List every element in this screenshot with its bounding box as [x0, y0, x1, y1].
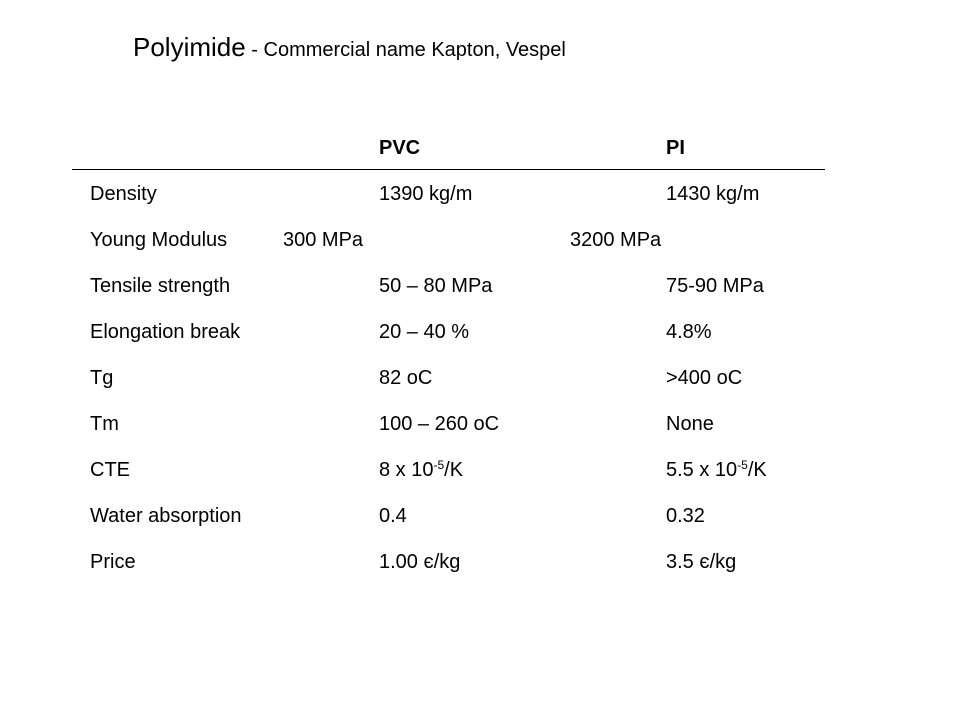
cell-water-absorption-pvc: 0.4 — [379, 505, 407, 527]
cte-pvc-base: 8 x 10 — [379, 459, 434, 481]
cell-water-absorption-pi: 0.32 — [666, 505, 705, 527]
cell-tg-pvc: 82 oC — [379, 367, 433, 389]
cell-elongation-break-pi: 4.8% — [666, 321, 712, 343]
cell-tensile-strength-pvc: 50 – 80 MPa — [379, 275, 493, 297]
cte-pi-unit: /K — [747, 459, 767, 481]
title-main: Polyimide — [133, 32, 246, 62]
column-header-pvc: PVC — [379, 137, 421, 159]
cell-density-pvc: 1390 kg/m — [379, 183, 473, 205]
row-label-young-modulus: Young Modulus — [90, 229, 228, 251]
cell-price-pvc: 1.00 є/kg — [379, 551, 461, 573]
cell-density-pi: 1430 kg/m — [666, 183, 760, 205]
row-label-water-absorption: Water absorption — [90, 505, 242, 527]
row-label-tm: Tm — [90, 413, 119, 435]
cell-cte-pi — [666, 459, 767, 482]
cte-pi-base: 5.5 x 10 — [666, 459, 738, 481]
slide-title — [133, 32, 566, 63]
cell-price-pi: 3.5 є/kg — [666, 551, 737, 573]
cte-pvc-unit: /K — [444, 459, 464, 481]
row-label-cte: CTE — [90, 459, 130, 481]
cte-pvc-exponent: -5 — [433, 458, 445, 472]
cell-cte-pvc — [379, 459, 463, 482]
title-separator: - — [245, 39, 264, 61]
row-label-price: Price — [90, 551, 136, 573]
cell-young-modulus-pi: 3200 MPa — [570, 229, 662, 251]
row-label-tensile-strength: Tensile strength — [90, 275, 231, 297]
row-label-tg: Tg — [90, 367, 114, 389]
cell-tg-pi: >400 oC — [666, 367, 743, 389]
row-label-density: Density — [90, 183, 157, 205]
header-divider — [72, 169, 825, 170]
cell-young-modulus-pvc: 300 MPa — [283, 229, 364, 251]
cte-pi-exponent: -5 — [737, 458, 748, 472]
cell-tensile-strength-pi: 75-90 MPa — [666, 275, 764, 297]
column-header-pi: PI — [666, 137, 685, 159]
cell-tm-pi: None — [666, 413, 714, 435]
cell-elongation-break-pvc: 20 – 40 % — [379, 321, 470, 343]
cell-tm-pvc: 100 – 260 oC — [379, 413, 500, 435]
row-label-elongation-break: Elongation break — [90, 321, 241, 343]
title-subtitle: Commercial name Kapton, Vespel — [263, 39, 566, 61]
